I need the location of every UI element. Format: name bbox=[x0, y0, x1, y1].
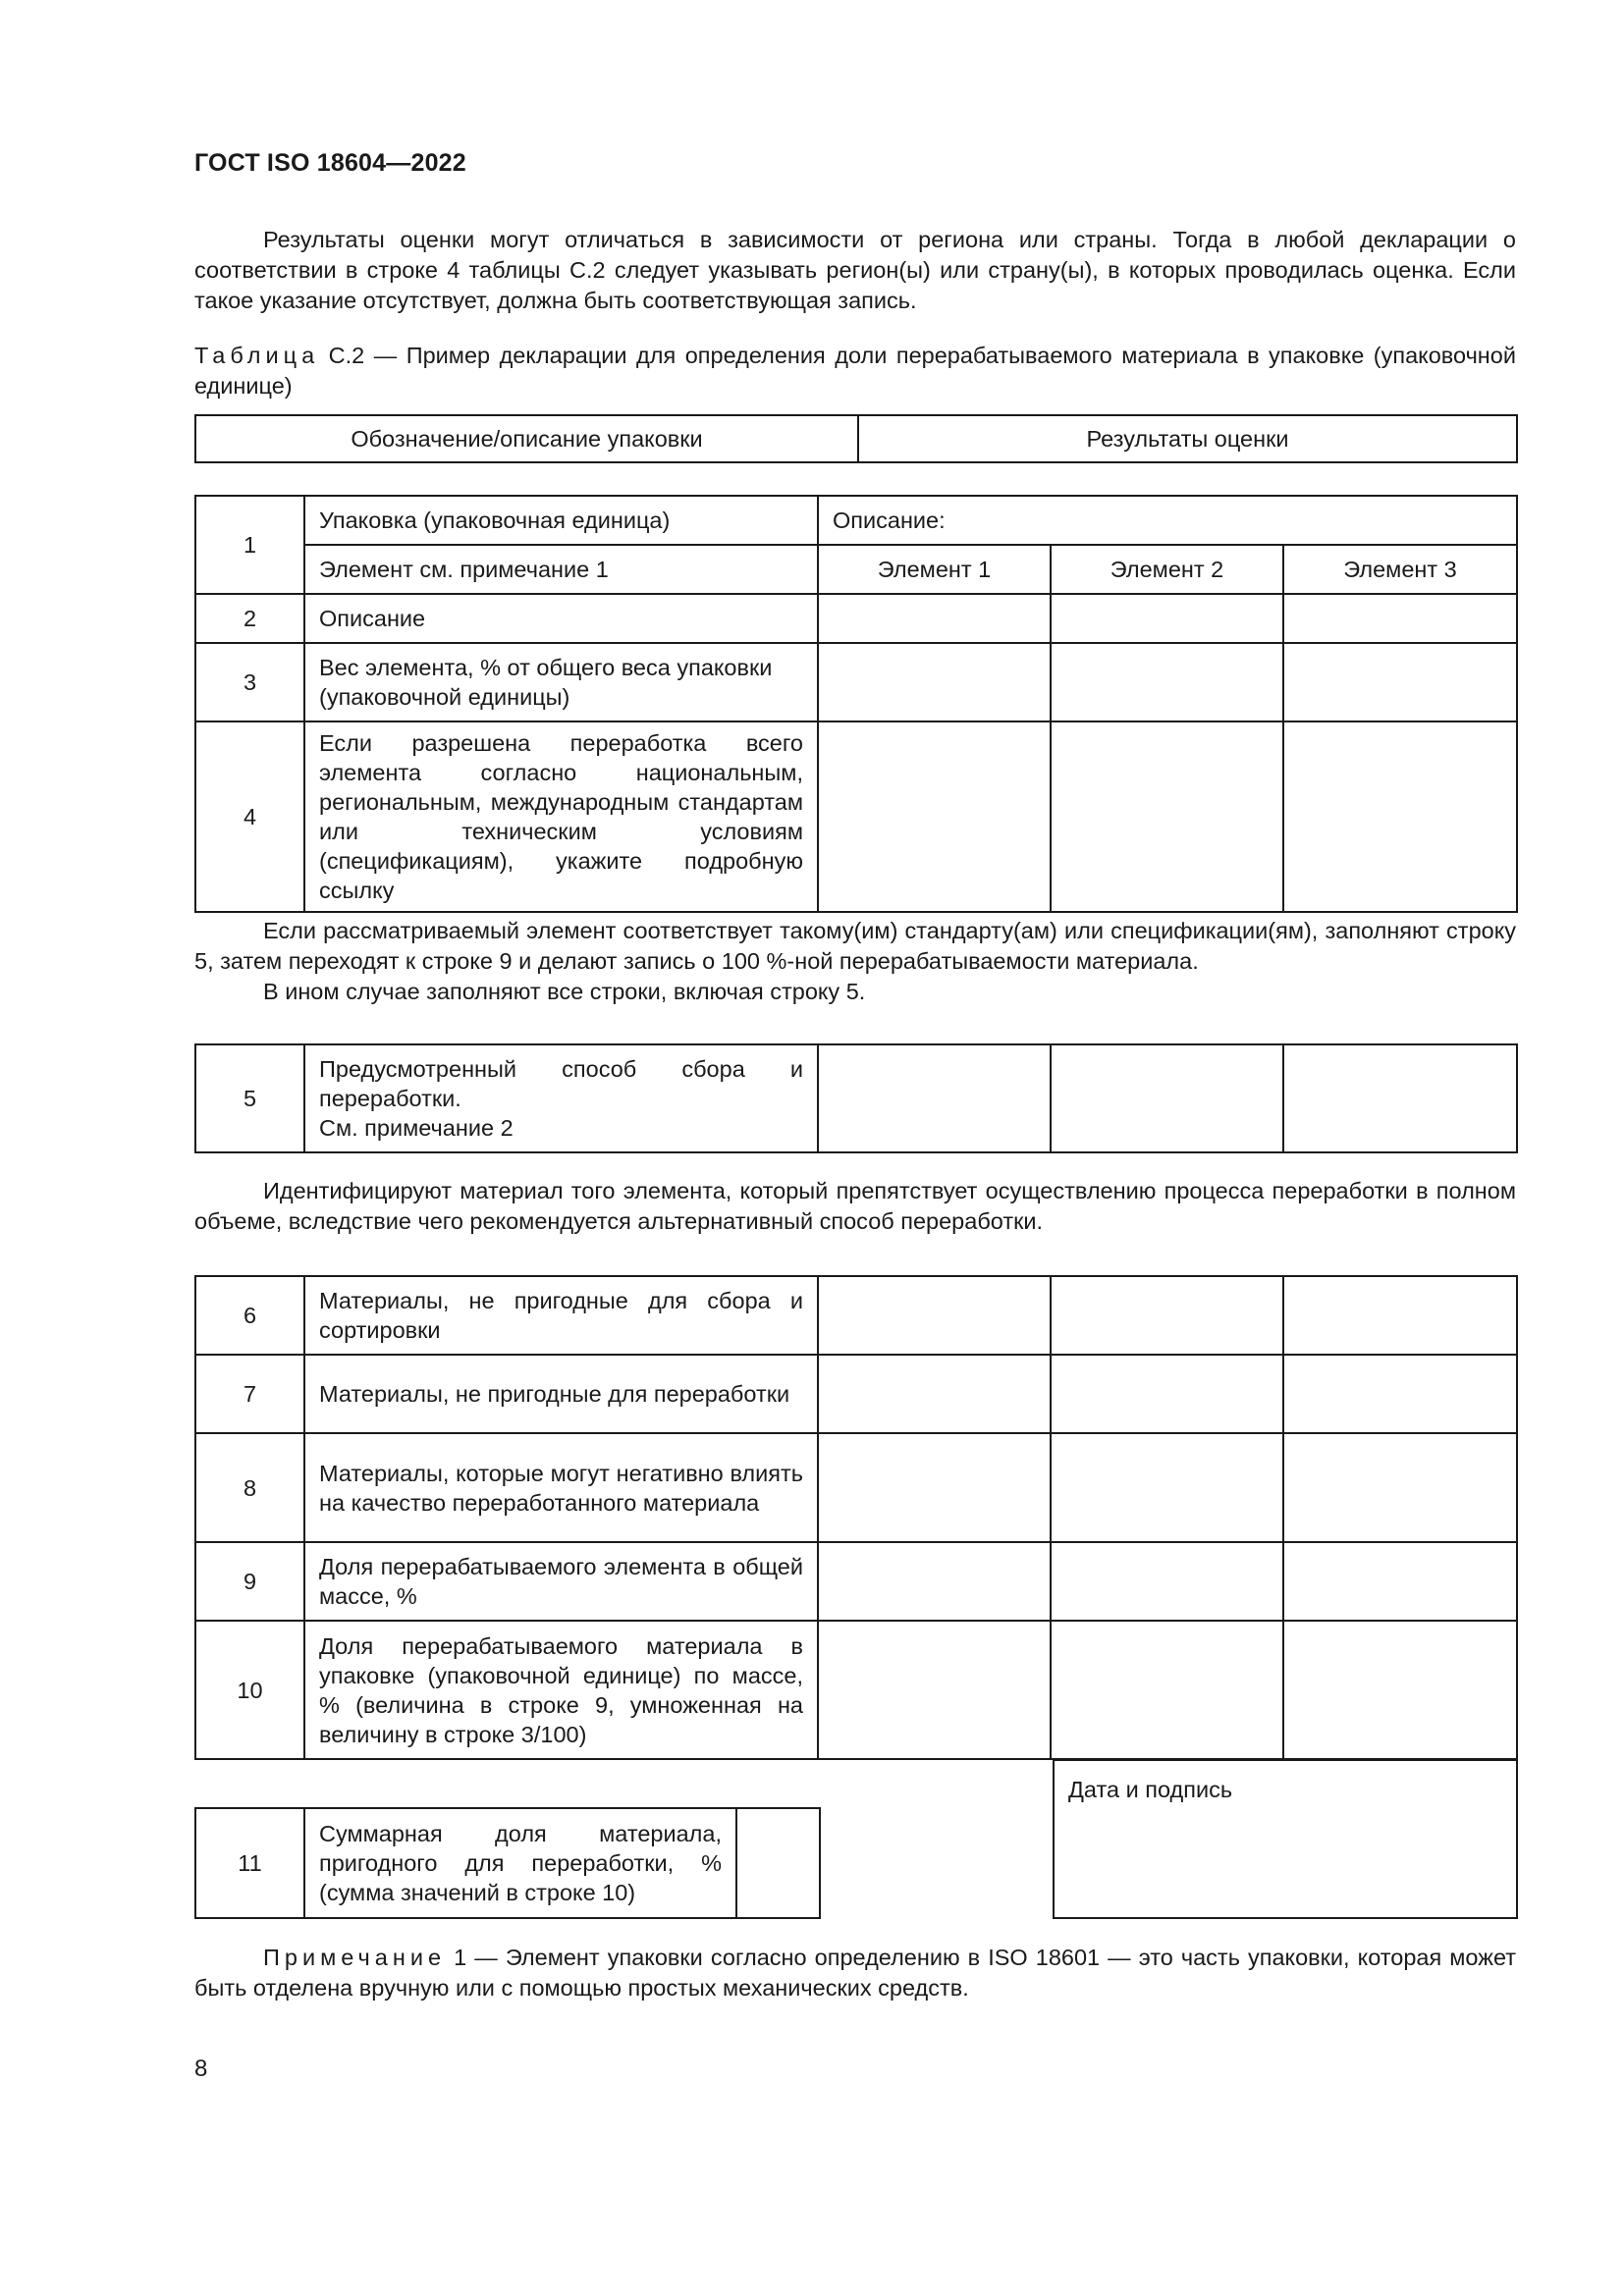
row-9-cell-1 bbox=[818, 1542, 1051, 1621]
row-8-cell-3 bbox=[1283, 1433, 1517, 1542]
date-signature-label: Дата и подпись bbox=[1054, 1760, 1517, 1918]
header-designation: Обозначение/описание упаковки bbox=[195, 415, 858, 462]
row-4-label: Если разрешена переработка всего элемента согласно национальным, региональным, международным стандартам или техническим условиям (спецификациям), укажите подробную ссылку bbox=[304, 721, 818, 912]
row-2-cell-2 bbox=[1051, 594, 1283, 643]
date-signature-box bbox=[1053, 1759, 1518, 1919]
row-5-cell-1 bbox=[818, 1044, 1051, 1152]
document-header: ГОСТ ISO 18604—2022 bbox=[194, 149, 466, 177]
row-7-number: 7 bbox=[195, 1355, 304, 1433]
row-2-number: 2 bbox=[195, 594, 304, 643]
note-label: Примечание bbox=[263, 1945, 447, 1970]
row-6-label: Материалы, не пригодные для сбора и сортировки bbox=[304, 1276, 818, 1355]
row-11-value-cell bbox=[736, 1808, 820, 1918]
row-4-cell-3 bbox=[1283, 721, 1517, 912]
row-6-number: 6 bbox=[195, 1276, 304, 1355]
row-9-cell-2 bbox=[1051, 1542, 1283, 1621]
intro-paragraph: Результаты оценки могут отличаться в зависимости от региона или страны. Тогда в любой декларации о соответствии в строке 4 таблицы С.2 следует указывать регион(ы) или страну(ы), в которых проводилась оценка. Если такое указание отсутствует, должна быть соответствующая запись. bbox=[194, 227, 1516, 313]
row-3-number: 3 bbox=[195, 643, 304, 721]
row-5-label: Предусмотренный способ сбора и переработки. bbox=[319, 1056, 803, 1111]
row-2-cell-3 bbox=[1283, 594, 1517, 643]
row-3-cell-3 bbox=[1283, 643, 1517, 721]
table-rows-6-10 bbox=[194, 1275, 1518, 1760]
table-row bbox=[195, 1276, 1517, 1355]
row-5-number: 5 bbox=[195, 1044, 304, 1152]
row-1-label: Упаковка (упаковочная единица) bbox=[304, 496, 818, 545]
row-4-number: 4 bbox=[195, 721, 304, 912]
row-5-note: См. примечание 2 bbox=[319, 1115, 514, 1141]
row-5-label-cell bbox=[304, 1044, 818, 1152]
row-11-number: 11 bbox=[195, 1808, 304, 1918]
row-5-cell-2 bbox=[1051, 1044, 1283, 1152]
row-1-number: 1 bbox=[195, 496, 304, 594]
table-caption-text: С.2 — Пример декларации для определения доли перерабатываемого материала в упаковке (упаковочной единице) bbox=[194, 343, 1516, 399]
row-3-cell-2 bbox=[1051, 643, 1283, 721]
row-8-number: 8 bbox=[195, 1433, 304, 1542]
row-3-cell-1 bbox=[818, 643, 1051, 721]
table-row bbox=[195, 1621, 1517, 1759]
row-9-label: Доля перерабатываемого элемента в общей массе, % bbox=[304, 1542, 818, 1621]
row-1-description: Описание: bbox=[818, 496, 1517, 545]
row-9-number: 9 bbox=[195, 1542, 304, 1621]
row-8-cell-1 bbox=[818, 1433, 1051, 1542]
row-9-cell-3 bbox=[1283, 1542, 1517, 1621]
row-3-label: Вес элемента, % от общего веса упаковки (упаковочной единицы) bbox=[304, 643, 818, 721]
row-2-label: Описание bbox=[304, 594, 818, 643]
element-3-header: Элемент 3 bbox=[1283, 545, 1517, 594]
row-10-label: Доля перерабатываемого материала в упаковке (упаковочной единице) по массе, % (величина в строке 9, умноженная на величину в строке 3/100) bbox=[304, 1621, 818, 1759]
element-2-header: Элемент 2 bbox=[1051, 545, 1283, 594]
row-2-cell-1 bbox=[818, 594, 1051, 643]
table-rows-1-4 bbox=[194, 495, 1518, 913]
row-6-cell-2 bbox=[1051, 1276, 1283, 1355]
note-paragraph bbox=[194, 1943, 1516, 2003]
row-10-number: 10 bbox=[195, 1621, 304, 1759]
row-8-cell-2 bbox=[1051, 1433, 1283, 1542]
table-caption-label: Таблица bbox=[194, 343, 320, 368]
instruction-paragraph-1: Если рассматриваемый элемент соответствует такому(им) стандарту(ам) или спецификации(ям), заполняют строку 5, затем переходят к строке 9 и делают запись о 100 %-ной перерабатываемости материала. bbox=[194, 918, 1516, 974]
row-4-cell-2 bbox=[1051, 721, 1283, 912]
row-10-cell-1 bbox=[818, 1621, 1051, 1759]
row-10-cell-2 bbox=[1051, 1621, 1283, 1759]
row-8-label: Материалы, которые могут негативно влиять на качество переработанного материала bbox=[304, 1433, 818, 1542]
table-row-11 bbox=[194, 1807, 821, 1919]
page-number: 8 bbox=[194, 2056, 208, 2082]
element-1-header: Элемент 1 bbox=[818, 545, 1051, 594]
note-text: 1 — Элемент упаковки согласно определению в ISO 18601 — это часть упаковки, которая может быть отделена вручную или с помощью простых механических средств. bbox=[194, 1945, 1516, 2001]
row-7-cell-2 bbox=[1051, 1355, 1283, 1433]
identification-paragraph: Идентифицируют материал того элемента, который препятствует осуществлению процесса переработки в полном объеме, вследствие чего рекомендуется альтернативный способ переработки. bbox=[194, 1178, 1516, 1234]
instruction-paragraph-2: В ином случае заполняют все строки, включая строку 5. bbox=[263, 979, 866, 1004]
row-7-cell-3 bbox=[1283, 1355, 1517, 1433]
row-7-label: Материалы, не пригодные для переработки bbox=[304, 1355, 818, 1433]
table-header bbox=[194, 414, 1518, 463]
table-row bbox=[195, 1433, 1517, 1542]
row-4-cell-1 bbox=[818, 721, 1051, 912]
row-10-cell-3 bbox=[1283, 1621, 1517, 1759]
row-6-cell-1 bbox=[818, 1276, 1051, 1355]
table-caption bbox=[194, 341, 1516, 401]
row-7-cell-1 bbox=[818, 1355, 1051, 1433]
table-row bbox=[195, 1542, 1517, 1621]
table-row-5 bbox=[194, 1043, 1518, 1153]
row-11-label: Суммарная доля материала, пригодного для переработки, % (сумма значений в строке 10) bbox=[304, 1808, 736, 1918]
row-5-cell-3 bbox=[1283, 1044, 1517, 1152]
row-6-cell-3 bbox=[1283, 1276, 1517, 1355]
table-row bbox=[195, 1355, 1517, 1433]
row-1b-label: Элемент см. примечание 1 bbox=[304, 545, 818, 594]
header-results: Результаты оценки bbox=[858, 415, 1517, 462]
